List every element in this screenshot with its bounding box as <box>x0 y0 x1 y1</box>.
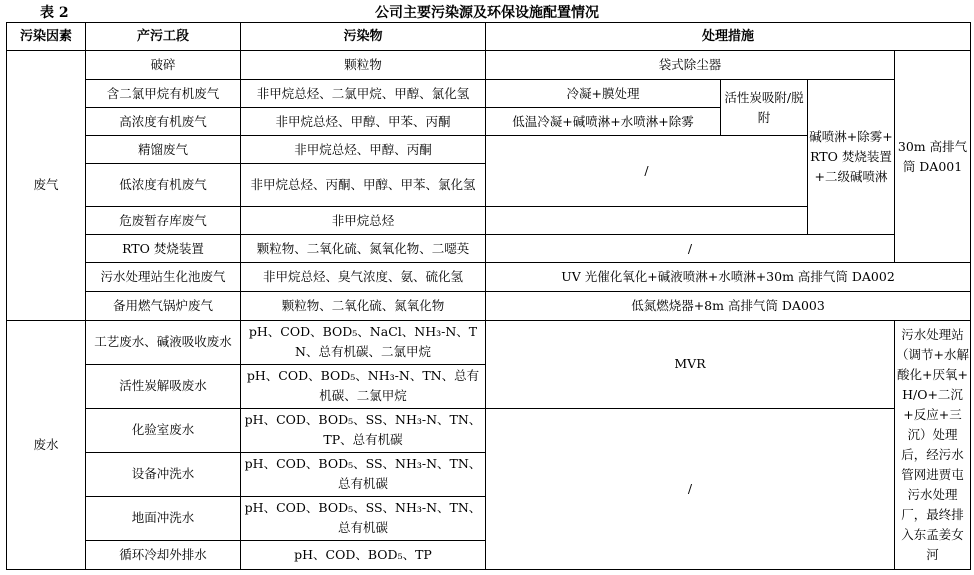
process-cell: 污水处理站生化池废气 <box>86 263 241 292</box>
treatment-cell <box>486 207 808 235</box>
table-row <box>7 320 971 364</box>
pollutant-cell: pH、COD、BOD₅、NaCl、NH₃-N、TN、总有机碳、二氯甲烷 <box>241 320 486 364</box>
stack-da001-cell: 30m 高排气筒 DA001 <box>895 51 971 263</box>
factor-waste-water: 废水 <box>7 320 86 570</box>
rto-treatment-cell: 碱喷淋+除雾+RTO 焚烧装置+二级碱喷淋 <box>808 80 895 235</box>
process-cell: 精馏废气 <box>86 136 241 164</box>
table-title: 公司主要污染源及环保设施配置情况 <box>375 5 599 21</box>
table-number: 表 2 <box>40 5 69 21</box>
treatment-cell: 低氮燃烧器+8m 高排气筒 DA003 <box>486 292 971 320</box>
table-row <box>7 408 971 452</box>
treatment-cell: 冷凝+膜处理 <box>486 80 721 108</box>
process-cell: 地面冲洗水 <box>86 496 241 540</box>
pollutant-cell: pH、COD、BOD₅、TP <box>241 540 486 569</box>
process-cell: 活性炭解吸废水 <box>86 364 241 408</box>
pollution-source-table <box>6 22 971 570</box>
wastewater-final-cell: 污水处理站（调节+水解酸化+厌氧+H/O+二沉+反应+三沉）处理后，经污水管网进贾屯污水处理厂，最终排入东孟姜女河 <box>895 320 971 570</box>
activated-carbon-cell: 活性炭吸附/脱附 <box>721 80 808 136</box>
pollutant-cell: 非甲烷总烃、甲醇、甲苯、丙酮 <box>241 108 486 136</box>
pollutant-cell: 非甲烷总烃、丙酮、甲醇、甲苯、氯化氢 <box>241 164 486 207</box>
table-row <box>7 80 971 108</box>
table-row <box>7 292 971 320</box>
wastewater-slash-cell: / <box>486 408 895 569</box>
pollutant-cell: pH、COD、BOD₅、SS、NH₃-N、TN、总有机碳 <box>241 496 486 540</box>
treatment-cell: UV 光催化氧化+碱液喷淋+水喷淋+30m 高排气筒 DA002 <box>486 263 971 292</box>
table-row <box>7 263 971 292</box>
table-row <box>7 51 971 80</box>
treatment-cell: / <box>486 235 895 263</box>
pollutant-cell: 非甲烷总烃、臭气浓度、氨、硫化氢 <box>241 263 486 292</box>
pollutant-cell: 颗粒物、二氧化硫、氮氧化物 <box>241 292 486 320</box>
table-row <box>7 235 971 263</box>
pollutant-cell: pH、COD、BOD₅、SS、NH₃-N、TN、TP、总有机碳 <box>241 408 486 452</box>
header-pollutant: 污染物 <box>241 23 486 51</box>
process-cell: 化验室废水 <box>86 408 241 452</box>
pollutant-cell: 非甲烷总烃 <box>241 207 486 235</box>
header-factor: 污染因素 <box>7 23 86 51</box>
process-cell: 破碎 <box>86 51 241 80</box>
process-cell: 循环冷却外排水 <box>86 540 241 569</box>
pollutant-cell: 颗粒物 <box>241 51 486 80</box>
process-cell: 工艺废水、碱液吸收废水 <box>86 320 241 364</box>
table-caption <box>0 0 974 21</box>
pollutant-cell: 非甲烷总烃、二氯甲烷、甲醇、氯化氢 <box>241 80 486 108</box>
treatment-cell: 袋式除尘器 <box>486 51 895 80</box>
process-cell: 备用燃气锅炉废气 <box>86 292 241 320</box>
factor-waste-gas: 废气 <box>7 51 86 320</box>
header-row <box>7 23 971 51</box>
header-treatment: 处理措施 <box>486 23 971 51</box>
process-cell: 高浓度有机废气 <box>86 108 241 136</box>
process-cell: 低浓度有机废气 <box>86 164 241 207</box>
process-cell: RTO 焚烧装置 <box>86 235 241 263</box>
process-cell: 危废暂存库废气 <box>86 207 241 235</box>
header-process: 产污工段 <box>86 23 241 51</box>
mvr-cell: MVR <box>486 320 895 408</box>
treatment-slash-cell: / <box>486 136 808 207</box>
pollutant-cell: 非甲烷总烃、甲醇、丙酮 <box>241 136 486 164</box>
pollutant-cell: pH、COD、BOD₅、NH₃-N、TN、总有机碳、二氯甲烷 <box>241 364 486 408</box>
treatment-cell: 低温冷凝+碱喷淋+水喷淋+除雾 <box>486 108 721 136</box>
pollutant-cell: 颗粒物、二氧化硫、氮氧化物、二噁英 <box>241 235 486 263</box>
pollutant-cell: pH、COD、BOD₅、SS、NH₃-N、TN、总有机碳 <box>241 452 486 496</box>
process-cell: 含二氯甲烷有机废气 <box>86 80 241 108</box>
process-cell: 设备冲洗水 <box>86 452 241 496</box>
